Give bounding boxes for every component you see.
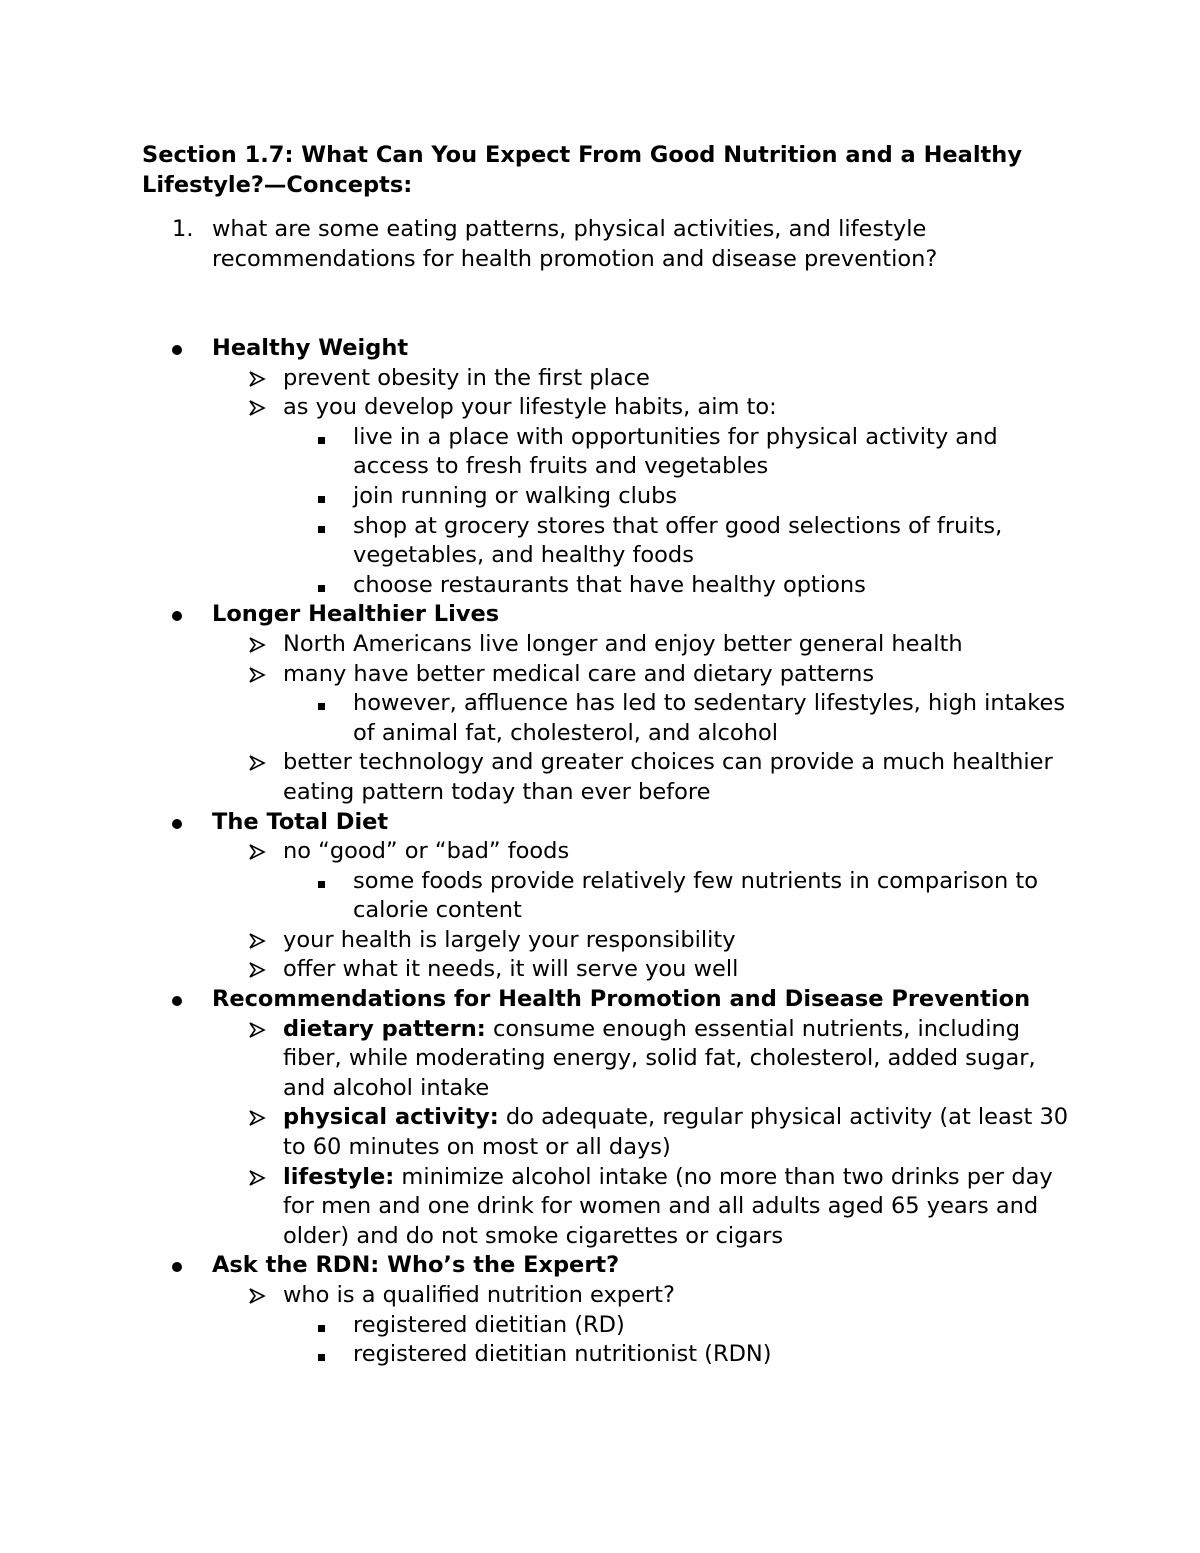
bullet-dot-icon [172, 600, 182, 630]
arrowhead-bullet-icon [248, 754, 266, 772]
subitem-text: live in a place with opportunities for physical activity and access to fresh fruits and vegetables [353, 423, 998, 480]
outline-item [172, 630, 1072, 660]
bullet-dot-icon [172, 334, 182, 364]
outline-item [172, 1103, 1072, 1162]
arrow-bullet [248, 364, 266, 397]
arrowhead-bullet-icon [248, 1021, 266, 1039]
subitem-text: registered dietitian nutritionist (RDN) [353, 1341, 772, 1368]
item-text: who is a qualified nutrition expert? [283, 1282, 675, 1308]
square-bullet-shape [318, 585, 325, 592]
item-text: do adequate, regular physical activity (at least 30 to 60 minutes on most or all days) [283, 1104, 1069, 1161]
square-bullet-icon [318, 1340, 325, 1370]
outline-heading [172, 600, 1072, 630]
section-title: Section 1.7: What Can You Expect From Good Nutrition and a Healthy Lifestyle?—Concepts: [142, 142, 1022, 198]
arrow-bullet [248, 926, 266, 959]
heading-text: Recommendations for Health Promotion and Disease Prevention [212, 986, 1031, 1013]
outline-subitem [172, 512, 1072, 571]
outline-item [172, 837, 1072, 867]
outline-item [172, 364, 1072, 394]
heading-text: Ask the RDN: Who’s the Expert? [212, 1252, 620, 1279]
arrowhead-bullet-icon [248, 399, 266, 417]
arrowhead-bullet-icon [248, 1287, 266, 1305]
square-bullet-icon [318, 571, 325, 601]
subitem-text: shop at grocery stores that offer good selections of fruits, vegetables, and healthy foods [353, 512, 1003, 569]
arrow-bullet [248, 393, 266, 426]
arrow-bullet [248, 748, 266, 781]
square-bullet-shape [318, 703, 325, 710]
arrow-bullet [248, 1163, 266, 1196]
outline-item [172, 1163, 1072, 1252]
arrowhead-bullet-icon [248, 1109, 266, 1127]
square-bullet-shape [318, 496, 325, 503]
subitem-text: join running or walking clubs [353, 482, 678, 509]
item-text: prevent obesity in the first place [283, 364, 650, 391]
bullet-dot-shape [172, 1262, 182, 1272]
square-bullet-shape [318, 437, 325, 444]
outline-subitem [172, 1340, 1072, 1370]
outline-heading [172, 985, 1072, 1015]
square-bullet-icon [318, 512, 325, 542]
square-bullet-icon [318, 482, 325, 512]
item-text: as you develop your lifestyle habits, aim to: [283, 394, 777, 421]
outline-item [172, 748, 1072, 807]
arrowhead-bullet-icon [248, 961, 266, 979]
outline-heading [172, 334, 1072, 364]
arrow-bullet [248, 660, 266, 693]
arrow-bullet [248, 1103, 266, 1136]
subitem-text: choose restaurants that have healthy options [353, 571, 866, 598]
heading-text: Longer Healthier Lives [212, 601, 500, 628]
item-text: North Americans live longer and enjoy better general health [283, 630, 963, 657]
square-bullet-icon [318, 423, 325, 453]
item-text: offer what it needs, it will serve you well [283, 956, 739, 983]
outline-item [172, 926, 1072, 956]
arrow-bullet [248, 1015, 266, 1048]
arrow-bullet [248, 837, 266, 870]
item-text: consume enough essential nutrients, including fiber, while moderating energy, solid fat, cholesterol, added sugar, and alcohol intake [283, 1015, 1036, 1101]
outline-item [172, 393, 1072, 423]
bullet-dot-shape [172, 819, 182, 829]
outline-heading [172, 1251, 1072, 1281]
outline-item [172, 1281, 1072, 1311]
square-bullet-shape [318, 881, 325, 888]
square-bullet-icon [318, 1311, 325, 1341]
item-lead: dietary pattern: [283, 1015, 486, 1042]
outline-heading [172, 808, 1072, 838]
outline-item [172, 1015, 1072, 1104]
subitem-text: some foods provide relatively few nutrients in comparison to calorie content [353, 867, 1038, 924]
bullet-dot-shape [172, 996, 182, 1006]
item-lead: lifestyle: [283, 1163, 395, 1190]
subitem-text: registered dietitian (RD) [353, 1311, 625, 1338]
square-bullet-shape [318, 1354, 325, 1361]
heading-text: Healthy Weight [212, 335, 409, 361]
outline-item [172, 660, 1072, 690]
outline-subitem [172, 571, 1072, 601]
notes-outline [172, 334, 1072, 1370]
arrow-bullet [248, 630, 266, 663]
item-text: minimize alcohol intake (no more than two drinks per day for men and one drink for women and all adults aged 65 years and older) and do not smoke cigarettes or cigars [283, 1163, 1053, 1249]
outline-subitem [172, 482, 1072, 512]
square-bullet-shape [318, 1325, 325, 1332]
item-text: many have better medical care and dietary patterns [283, 660, 875, 687]
arrowhead-bullet-icon [248, 636, 266, 654]
arrowhead-bullet-icon [248, 1169, 266, 1187]
bullet-dot-icon [172, 985, 182, 1015]
arrow-bullet [248, 955, 266, 988]
item-lead: physical activity: [283, 1104, 499, 1131]
bullet-dot-icon [172, 1251, 182, 1281]
question-number: 1. [172, 216, 194, 242]
outline-item [172, 955, 1072, 985]
question-text: what are some eating patterns, physical activities, and lifestyle recommendations for health promotion and disease prevention? [212, 216, 938, 272]
concept-question [172, 215, 1032, 274]
outline-subitem [172, 423, 1072, 482]
arrowhead-bullet-icon [248, 370, 266, 388]
bullet-dot-shape [172, 345, 182, 355]
square-bullet-icon [318, 867, 325, 897]
outline-subitem [172, 1311, 1072, 1341]
bullet-dot-shape [172, 611, 182, 621]
square-bullet-icon [318, 689, 325, 719]
outline-subitem [172, 689, 1072, 748]
arrowhead-bullet-icon [248, 666, 266, 684]
square-bullet-shape [318, 526, 325, 533]
item-text: no “good” or “bad” foods [283, 838, 570, 865]
subitem-text: however, affluence has led to sedentary lifestyles, high intakes of animal fat, cholesterol, and alcohol [353, 690, 1066, 746]
item-text: better technology and greater choices can provide a much healthier eating pattern today than ever before [283, 749, 1053, 805]
bullet-dot-icon [172, 808, 182, 838]
arrowhead-bullet-icon [248, 932, 266, 950]
item-text: your health is largely your responsibility [283, 926, 736, 953]
arrowhead-bullet-icon [248, 843, 266, 861]
arrow-bullet [248, 1281, 266, 1314]
outline-subitem [172, 867, 1072, 926]
heading-text: The Total Diet [212, 808, 389, 835]
